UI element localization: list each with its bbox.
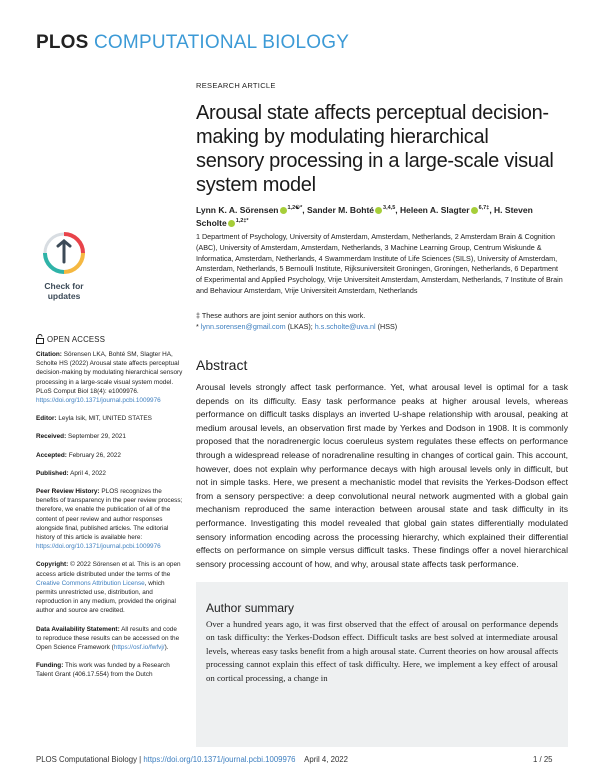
peer-review-link[interactable]: https://doi.org/10.1371/journal.pcbi.1009976 (36, 543, 161, 551)
orcid-icon[interactable] (471, 207, 478, 214)
received-label: Received: (36, 433, 67, 441)
author-summary-text: Over a hundred years ago, it was first observed that the effect of arousal on performance depends on task difficulty: the Yerkes-Dodson effect. Difficult tasks are best solved at intermediate arousal levels, whereas easy tasks benefit from a high arousal state. Current theories on how arousal affects processing cannot explain this effect of task difficulty. Here, we implement a key effect of arousal on cortical processing, a change in (206, 619, 558, 683)
citation-text: Sörensen LKA, Bohté SM, Slagter HA, Scholte HS (2022) Arousal state affects perceptual decision-making by modulating hierarchical sensory processing in a large-scale visual system model. PLoS Comput Biol 18(4): e1009976. (36, 351, 183, 395)
citation (36, 350, 184, 405)
author-name[interactable]: Heleen A. Slagter (399, 205, 470, 215)
article-type-label: RESEARCH ARTICLE (196, 81, 276, 90)
accepted-text: February 26, 2022 (68, 451, 121, 459)
journal-plos: PLOS (36, 32, 89, 53)
check-for-updates-label: Check for updates (44, 281, 84, 301)
open-access-label: OPEN ACCESS (47, 335, 106, 344)
joint-author-note: ‡ These authors are joint senior authors on this work. (196, 311, 366, 320)
orcid-icon[interactable] (228, 220, 235, 227)
editor-label: Editor: (36, 415, 57, 423)
data-availability (36, 625, 184, 653)
published-date (36, 469, 184, 478)
author-sup: 1,2‡* (235, 218, 249, 225)
published-text: April 4, 2022 (70, 469, 106, 477)
copyright-text: © 2022 Sörensen et al. This is an open access article distributed under the terms of the (36, 561, 181, 578)
published-label: Published: (36, 469, 69, 477)
author-sup: 3,4,5 (383, 205, 396, 212)
funding-text: This work was funded by a Research Talent Grant (406.17.554) from the Dutch (36, 662, 170, 679)
funding-label: Funding: (36, 662, 64, 670)
author-sep: , (395, 205, 400, 215)
author-sup: 6,7‡ (478, 205, 490, 212)
accepted-date (36, 451, 184, 460)
author-name[interactable]: Lynn K. A. Sörensen (196, 205, 279, 215)
copyright-text-2: , which permits unrestricted use, distribution, and reproduction in any medium, provided the original author and source are credited. (36, 579, 176, 615)
copyright-label: Copyright: (36, 561, 69, 569)
peer-review-label: Peer Review History: (36, 488, 100, 496)
check-for-updates-icon (43, 232, 85, 274)
footer-sep: | (136, 755, 144, 764)
author-list (196, 204, 556, 230)
open-lock-icon (36, 334, 44, 344)
email-owner-2: (HSS) (375, 321, 398, 331)
author-sep: , H. (489, 205, 505, 215)
author-sup: 1,2☯* (287, 205, 303, 212)
email-link-1[interactable]: lynn.sorensen@gmail.com (200, 321, 286, 331)
funding (36, 661, 184, 679)
page-number: 1 / 25 (533, 755, 553, 764)
author-notes (196, 311, 564, 332)
orcid-icon[interactable] (280, 207, 287, 214)
citation-label: Citation: (36, 351, 62, 358)
email-owner-1: (LKAS); (285, 321, 315, 331)
journal-name (36, 32, 349, 54)
license-link[interactable]: Creative Commons Attribution License (36, 579, 145, 587)
article-title: Arousal state affects perceptual decision-making by modulating hierarchical sensory processing in a large-scale visual system model (196, 102, 554, 196)
citation-doi-link[interactable]: https://doi.org/10.1371/journal.pcbi.1009976 (36, 397, 161, 405)
author-name[interactable]: Steven Scholte (196, 205, 533, 228)
abstract-heading: Abstract (196, 357, 248, 373)
orcid-icon[interactable] (375, 207, 382, 214)
open-access-badge (36, 334, 105, 344)
data-availability-text: All results and code to reproduce these results can be accessed on the Open Science Framework ( (36, 625, 180, 652)
journal-subtitle: COMPUTATIONAL BIOLOGY (94, 32, 350, 53)
page-footer (36, 755, 348, 764)
copyright (36, 560, 184, 615)
check-for-updates-badge[interactable] (36, 232, 92, 301)
editor (36, 414, 184, 423)
footer-doi-link[interactable]: https://doi.org/10.1371/journal.pcbi.1009976 (143, 755, 296, 764)
peer-review-history (36, 487, 184, 551)
author-sep: , (302, 205, 307, 215)
author-summary-heading: Author summary (206, 601, 295, 615)
footer-journal: PLOS Computational Biology (36, 755, 137, 764)
peer-review-text: PLOS recognizes the benefits of transparency in the peer review process; therefore, we enable the publication of all of the content of peer review and author responses alongside final, published articles. The editorial history of this article is available here: (36, 488, 183, 542)
affiliations: 1 Department of Psychology, University of Amsterdam, Amsterdam, Netherlands, 2 Amsterdam Brain & Cognition (ABC), University of Amsterdam, Amsterdam, Netherlands, 3 Machine Learning Group, Centrum Wiskunde & Informatica, Amsterdam, Netherlands, 4 Swammerdam Institute of Life Sciences (SILS), University of Amsterdam, Amsterdam, Netherlands, 5 Bernoulli Institute, Rijksuniversiteit Groningen, Groningen, Netherlands, 6 Department of Experimental and Applied Psychology, Vrije Universiteit Amsterdam, Amsterdam, Netherlands, 7 Institute of Brain and Behaviour Amsterdam, Vrije Universiteit Amsterdam, Netherlands (196, 232, 563, 295)
abstract-text: Arousal levels strongly affect task performance. Yet, what arousal level is optimal for a task depends on its difficulty. Easy task performance peaks at higher arousal levels, whereas performance on difficult tasks displays an inverted U-shape relationship with arousal, peaking at medium arousal levels, an observation first made by Yerkes and Dodson in 1908. It is commonly proposed that the noradrenergic locus coeruleus system regulates these effects on performance through a widespread release of noradrenaline resulting in changes of cortical gain. This account, however, does not explain why performance decays with high arousal levels only in difficult, but not in simple tasks. Here, we present a mechanistic model that revisits the Yerkes-Dodson effect from a sensory perspective: a deep convolutional neural network augmented with a global gain mechanism reproduced the same interaction between arousal state and task difficulty in its performance. Investigating this model revealed that global gain states differentially modulated sensory information encoding across the processing hierarchy, which explained their differential effects on performance on simple versus difficult tasks. These findings offer a novel hierarchical sensory processing account of how, and why, arousal state affects task performance. (196, 382, 568, 569)
email-link-2[interactable]: h.s.scholte@uva.nl (314, 321, 376, 331)
data-availability-text-2: ). (164, 644, 169, 652)
received-date (36, 432, 184, 441)
data-availability-label: Data Availability Statement: (36, 625, 120, 633)
accepted-label: Accepted: (36, 451, 67, 459)
received-text: September 29, 2021 (67, 433, 126, 441)
osf-link[interactable]: https://osf.io/fwfvj/ (113, 644, 165, 652)
editor-text: Leyla Isik, MIT, UNITED STATES (58, 415, 152, 423)
correspondence: * lynn.sorensen@gmail.com (LKAS); h.s.scholte@uva.nl (HSS) (196, 321, 398, 331)
footer-date: April 4, 2022 (304, 755, 348, 764)
author-name[interactable]: Sander M. Bohté (306, 205, 375, 215)
article-metadata (36, 350, 184, 689)
